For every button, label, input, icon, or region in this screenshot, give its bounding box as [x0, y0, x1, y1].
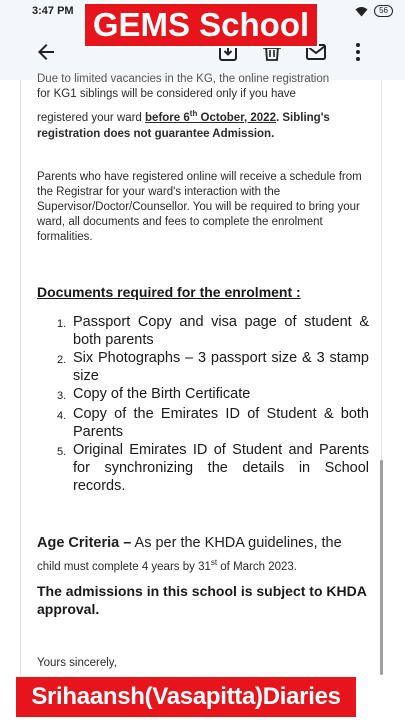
- age-text: As per the KHDA guidelines, the: [131, 535, 342, 551]
- paragraph-sibling-registration: [37, 72, 369, 142]
- channel-banner: Srihaansh(Vasapitta)Diaries: [14, 675, 358, 719]
- documents-heading: Documents required for the enrolment :: [37, 284, 301, 300]
- scrollbar[interactable]: [380, 460, 383, 675]
- age-label: Age Criteria –: [37, 535, 132, 551]
- status-time: 3:47 PM: [32, 5, 74, 17]
- age-sup: st: [210, 558, 218, 567]
- p1-line1: for KG1 siblings will be considered only if you have: [37, 88, 296, 100]
- list-item: 3. Copy of the Birth Certificate: [57, 386, 251, 402]
- documents-list: [57, 313, 369, 495]
- battery-level: 56: [374, 5, 393, 17]
- deadline-part-b: October, 2022: [197, 111, 276, 124]
- deadline-sup: th: [189, 109, 198, 118]
- age-criteria-detail: child must complete 4 years by 31st of March 2023.: [37, 558, 297, 573]
- status-icons: [355, 5, 393, 17]
- back-arrow-icon[interactable]: [34, 40, 58, 64]
- list-item: 2. Six Photographs – 3 passport size & 3 stamp size: [57, 350, 369, 384]
- deadline-part-a: before 6: [145, 111, 190, 124]
- p1-line2-pre: registered your ward: [37, 111, 146, 124]
- age-criteria: [37, 534, 369, 552]
- wifi-icon: [355, 6, 368, 17]
- more-vert-icon[interactable]: [346, 40, 370, 64]
- list-item: 5. Original Emirates ID of Student and Parents for synchronizing the details in School records.: [57, 442, 369, 494]
- paragraph-schedule: Parents who have registered online will receive a schedule from the Registrar for your ward's interaction with the Supervisor/Doctor/Counsellor. You will be required to bring your ward, all documents and fees to complete the enrolment formalities.: [37, 171, 362, 243]
- title-banner: GEMS School: [83, 2, 319, 48]
- document-viewer[interactable]: [0, 73, 405, 675]
- khda-approval-note: The admissions in this school is subject to KHDA approval.: [37, 583, 367, 617]
- list-item: 1. Passport Copy and visa page of student & both parents: [57, 314, 369, 348]
- registration-deadline: [145, 109, 276, 124]
- list-item: 4. Copy of the Emirates ID of Student & both Parents: [57, 406, 369, 440]
- p1-line0: Due to limited vacancies in the KG, the online registration: [37, 73, 330, 85]
- p1-line3: registration does not guarantee Admission.: [37, 127, 275, 140]
- p1-line2-post: . Sibling's: [275, 111, 330, 124]
- sign-off: Yours sincerely,: [37, 657, 117, 669]
